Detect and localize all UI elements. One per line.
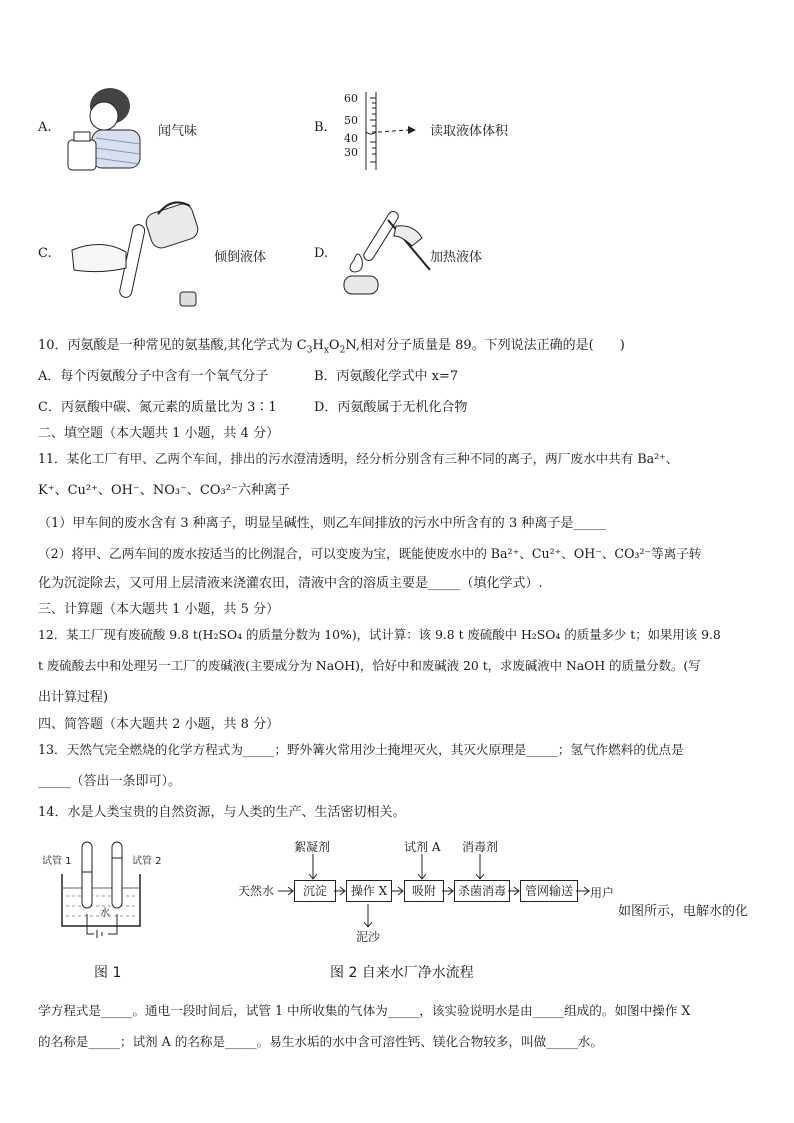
q14-line1: 14．水是人类宝贵的自然资源，与人类的生产、生活密切相关。 [38,805,406,820]
smell-gas-illustration [62,84,146,172]
q12-line2: t 废硫酸去中和处理另一工厂的废碱液(主要成分为 NaOH)，恰好中和废碱液 20 t，求废碱液中 NaOH 的质量分数。(写 [38,658,701,673]
q14-side-text: 如图所示，电解水的化 [618,904,749,919]
heat-liquid-illustration [338,200,434,304]
option-a-letter: A. [38,120,52,135]
flow-step-disinfect: 杀菌消毒 [454,880,510,902]
pour-liquid-illustration [62,192,212,312]
flow-step-adsorb: 吸附 [404,880,444,902]
cylinder-ticks [344,92,358,160]
figure2-caption: 图 2 自来水厂净水流程 [330,965,474,981]
option-c-letter: C. [38,246,52,261]
q14-line3: 的名称是_____；试剂 A 的名称是_____。易生水垢的水中含可溶性钙、镁化合物较多，叫做_____水。 [38,1034,603,1049]
flow-reagent-flocculant: 絮凝剂 [294,840,331,854]
q12-line3: 出计算过程) [38,690,109,705]
option-c-text: 倾倒液体 [214,250,267,265]
tube1-label: 试管 1 [42,856,72,867]
q10-part: O [328,338,340,353]
flow-step-pipeline: 管网输送 [520,880,578,902]
option-b-letter: B. [314,120,328,135]
q10-sub: 3 [306,345,313,356]
q11-part1: （1）甲车间的废水含有 3 种离子，明显呈碱性，则乙车间排放的污水中所含有的 3 种离子是_____ [38,516,606,531]
section-heading-calc: 三、计算题（本大题共 1 小题，共 5 分） [38,602,280,617]
flow-step-operation-x: 操作 X [346,880,392,902]
q10-sub: 2 [339,345,346,356]
tick-label: 30 [344,146,358,159]
q10-part: N,相对分子质量是 89。下列说法正确的是( ) [345,338,625,353]
flow-reagent-disinfectant: 消毒剂 [462,840,499,854]
q11-line2: K⁺、Cu²⁺、OH⁻、NO₃⁻、CO₃²⁻六种离子 [38,483,290,498]
flow-user: 用户 [590,886,615,900]
flow-source: 天然水 [238,884,275,898]
option-d-text: 加热液体 [430,250,483,265]
tube2-label: 试管 2 [132,856,162,867]
water-label: 水 [100,908,110,919]
q10-sub: x [323,345,329,356]
q14-line2: 学方程式是_____。通电一段时间后，试管 1 中所收集的气体为_____，该实验说明水是由_____组成的。如图中操作 X [38,1003,691,1018]
q10-stem [38,334,625,356]
tick-label: 50 [344,114,358,127]
q12-line1: 12．某工厂现有废硫酸 9.8 t(H₂SO₄ 的质量分数为 10%)，试计算：该 9.8 t 废硫酸中 H₂SO₄ 的质量多少 t；如果用该 9.8 [38,627,721,642]
q10-option-c: C．丙氨酸中碳、氮元素的质量比为 3∶1 [38,400,277,415]
q10-option-b: B．丙氨酸化学式中 x=7 [314,369,459,384]
option-b-text: 读取液体体积 [430,124,509,139]
option-d-letter: D. [314,246,329,261]
q10-option-d: D．丙氨酸属于无机化合物 [314,400,468,415]
section-heading-fill: 二、填空题（本大题共 1 小题，共 4 分） [38,426,280,441]
q13-line1: 13．天然气完全燃烧的化学方程式为_____；野外篝火常用沙土掩埋灭火，其灭火原理是_____；氢气作燃料的优点是 [38,742,684,757]
q13-line2: _____（答出一条即可）。 [38,774,182,789]
tick-label: 40 [344,132,358,145]
q11-part2-line1: （2）将甲、乙两车间的废水按适当的比例混合，可以变废为宝，既能使废水中的 Ba²⁺、Cu²⁺、OH⁻、CO₃²⁻等离子转 [38,546,702,561]
q10-stem-prefix: 10．丙氨酸是一种常见的氨基酸,其化学式为 C [38,338,307,353]
flow-sludge: 泥沙 [356,930,381,944]
q10-part: H [312,338,324,353]
q11-line1: 11．某化工厂有甲、乙两个车间，排出的污水澄清透明，经分析分别含有三种不同的离子，两厂废水中共有 Ba²⁺、 [38,451,679,466]
tick-label: 60 [344,92,358,105]
option-a-text: 闻气味 [158,124,198,139]
q10-option-a: A．每个丙氨酸分子中含有一个氧气分子 [38,369,269,384]
section-heading-short: 四、简答题（本大题共 2 小题，共 8 分） [38,717,280,732]
flow-step-sediment: 沉淀 [294,880,336,902]
figure1-caption: 图 1 [94,965,122,981]
flow-reagent-a: 试剂 A [404,840,441,854]
q11-part2-line2: 化为沉淀除去，又可用上层清液来浇灌农田，清液中含的溶质主要是_____（填化学式）. [38,576,543,591]
